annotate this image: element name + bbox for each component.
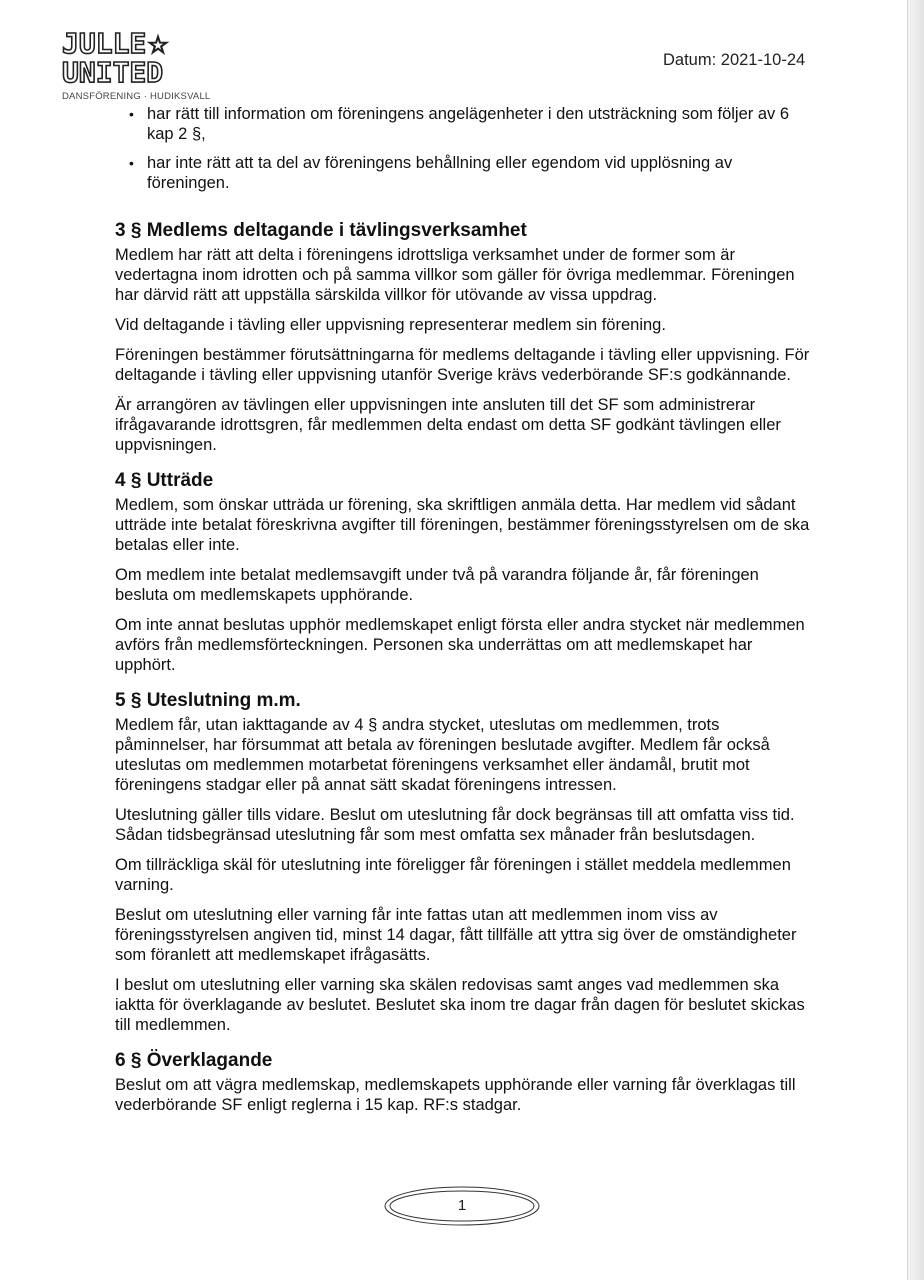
club-logo <box>62 27 211 102</box>
paragraph: Om inte annat beslutas upphör medlemskapet enligt första eller andra stycket när medlemmen avförs från medlemsförteckningen. Personen ska underrättas om att medlemskapet har upphört. <box>115 616 805 674</box>
section-3 <box>115 219 813 455</box>
bullet-list <box>129 104 813 193</box>
paragraph: Vid deltagande i tävling eller uppvisning representerar medlem sin förening. <box>115 316 666 334</box>
paragraph: Beslut om uteslutning eller varning får inte fattas utan att medlemmen inom viss av föreningsstyrelsen angiven tid, minst 14 dagar, fått tillfälle att yttra sig över de omständigheter som föranlett att medlemskapet ifrågasätts. <box>115 906 797 964</box>
paragraph: Medlem får, utan iakttagande av 4 § andra stycket, uteslutas om medlemmen, trots påminnelser, har försummat att betala av föreningen beslutade avgifter. Medlem får också uteslutas om medlemmen motarbetat föreningens verksamhet eller ändamål, brutit mot föreningens stadgar eller på annat sätt skadat föreningens intressen. <box>115 716 770 794</box>
page-number: 1 <box>457 1197 467 1214</box>
paragraph: Om medlem inte betalat medlemsavgift under två på varandra följande år, får föreningen besluta om medlemskapets upphörande. <box>115 566 759 604</box>
logo-line-2: UNITED <box>62 56 164 89</box>
document-body <box>115 104 813 1125</box>
section-5 <box>115 689 813 1035</box>
section-heading: 6 § Överklagande <box>115 1050 273 1071</box>
page-footer <box>384 1186 540 1226</box>
section-heading: 4 § Utträde <box>115 470 214 491</box>
star-icon: ☆ <box>147 31 169 59</box>
section-heading: 3 § Medlems deltagande i tävlingsverksamhet <box>115 220 527 241</box>
paragraph: I beslut om uteslutning eller varning ska skälen redovisas samt anges vad medlemmen ska iaktta för överklagande av beslutet. Beslutet ska inom tre dagar från dagen för beslutet skickas till medlemmen. <box>115 976 805 1034</box>
section-heading: 5 § Uteslutning m.m. <box>115 690 301 711</box>
logo-subtitle: DANSFÖRENING · HUDIKSVALL <box>62 91 211 102</box>
list-item-text: har inte rätt att ta del av föreningens behållning eller egendom vid upplösning av föreningen. <box>147 154 733 192</box>
paragraph: Föreningen bestämmer förutsättningarna för medlems deltagande i tävling eller uppvisning. För deltagande i tävling eller uppvisning utanför Sverige krävs vederbörande SF:s godkännande. <box>115 346 810 384</box>
list-item <box>129 153 813 193</box>
paragraph: Om tillräckliga skäl för uteslutning inte föreligger får föreningen i stället meddela medlemmen varning. <box>115 856 791 894</box>
list-item-text: har rätt till information om föreningens angelägenheter i den utsträckning som följer av 6 kap 2 §, <box>147 105 790 143</box>
bullet-icon: • <box>129 106 134 122</box>
paragraph: Medlem har rätt att delta i föreningens idrottsliga verksamhet under de former som är vedertagna inom idrotten och på samma villkor som gäller för övriga medlemmar. Föreningen har därvid rätt att uppställa särskilda villkor för utövande av vissa uppdrag. <box>115 246 795 304</box>
section-6 <box>115 1049 813 1115</box>
paragraph: Är arrangören av tävlingen eller uppvisningen inte ansluten till det SF som administrerar ifrågavarande idrottsgren, får medlemmen delta endast om detta SF godkänt tävlingen eller uppvisningen. <box>115 396 781 454</box>
paragraph: Beslut om att vägra medlemskap, medlemskapets upphörande eller varning får överklagas till vederbörande SF enligt reglerna i 15 kap. RF:s stadgar. <box>115 1076 796 1114</box>
document-date: Datum: 2021-10-24 <box>663 51 806 69</box>
page-edge <box>907 0 924 1280</box>
paragraph: Medlem, som önskar utträda ur förening, ska skriftligen anmäla detta. Har medlem vid sådant utträde inte betalat föreskrivna avgifter till föreningen, bestämmer föreningsstyrelsen om de ska betalas eller inte. <box>115 496 810 554</box>
logo-line-1: JULLE☆ <box>62 27 169 60</box>
bullet-icon: • <box>129 155 134 171</box>
list-item <box>129 104 813 144</box>
paragraph: Uteslutning gäller tills vidare. Beslut om uteslutning får dock begränsas till att omfatta viss tid. Sådan tidsbegränsad uteslutning får som mest omfatta sex månader från beslutsdagen. <box>115 806 795 844</box>
section-4 <box>115 469 813 675</box>
